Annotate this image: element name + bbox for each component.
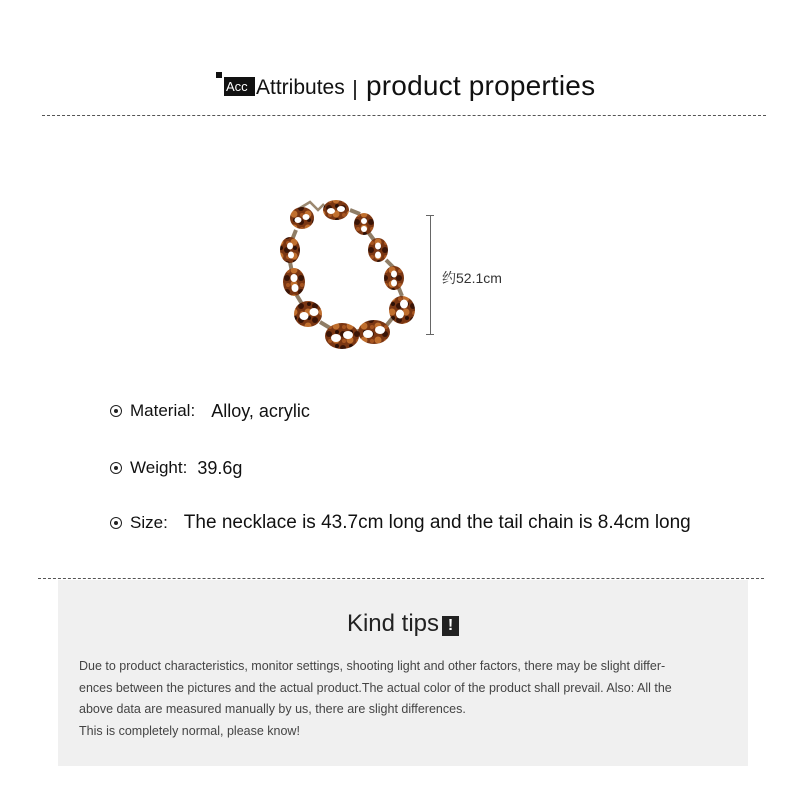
spec-value: The necklace is 43.7cm long and the tail chain is 8.4cm long bbox=[183, 512, 691, 533]
header-dot bbox=[216, 72, 222, 78]
tips-title-text: Kind tips bbox=[346, 610, 440, 637]
tips-text bbox=[79, 656, 734, 742]
header-badge: Acc bbox=[224, 77, 255, 96]
spec-material bbox=[110, 398, 310, 424]
header-label: Attributes bbox=[256, 76, 345, 99]
dimension-line bbox=[429, 215, 431, 335]
page-title: product properties bbox=[366, 70, 596, 101]
necklace-image bbox=[270, 190, 430, 360]
middle-divider bbox=[38, 578, 764, 579]
bullet-icon bbox=[110, 405, 122, 417]
tips-line: ences between the pictures and the actual product.The actual color of the product shall prevail. Also: All the bbox=[79, 680, 672, 695]
section-header bbox=[0, 66, 800, 110]
kind-tips-panel bbox=[58, 580, 748, 766]
header-separator bbox=[354, 80, 356, 100]
spec-weight bbox=[110, 455, 242, 481]
necklace-links bbox=[280, 200, 415, 349]
spec-label: Size: bbox=[130, 513, 168, 532]
spec-label: Weight: bbox=[130, 458, 188, 477]
spec-value: 39.6g bbox=[197, 457, 243, 478]
tips-line: This is completely normal, please know! bbox=[79, 723, 300, 738]
bullet-icon bbox=[110, 517, 122, 529]
spec-value: Alloy, acrylic bbox=[211, 400, 310, 421]
dimension-label: 约52.1cm bbox=[442, 270, 502, 286]
top-divider bbox=[42, 115, 766, 116]
tips-line: above data are measured manually by us, there are slight differences. bbox=[79, 702, 466, 716]
spec-label: Material: bbox=[130, 401, 196, 420]
tips-line: Due to product characteristics, monitor settings, shooting light and other factors, there may be slight differ- bbox=[79, 659, 666, 673]
spec-size bbox=[110, 510, 691, 536]
bullet-icon bbox=[110, 462, 122, 474]
exclamation-icon: ! bbox=[442, 616, 459, 636]
tips-title bbox=[58, 610, 748, 638]
